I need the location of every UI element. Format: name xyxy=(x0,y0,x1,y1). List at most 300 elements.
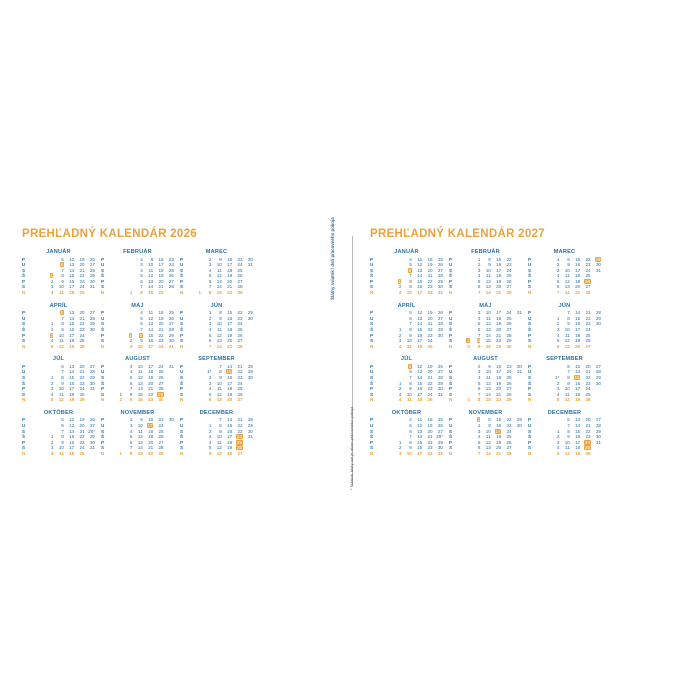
day-cell: 24 xyxy=(237,321,243,327)
day-cell: 12 xyxy=(69,417,75,423)
day-cell: 3 xyxy=(477,310,481,316)
day-cell: 6 xyxy=(409,428,412,434)
holiday-marker: 6 xyxy=(60,310,64,316)
day-cell: 23 xyxy=(427,445,433,451)
day-cell: 19 xyxy=(69,343,75,349)
day-cell: 25 xyxy=(237,386,243,392)
day-cell: 16 xyxy=(417,386,423,392)
day-cell: 20 xyxy=(496,326,502,332)
day-cell: 30 xyxy=(595,262,601,268)
day-cell: 2 xyxy=(398,386,402,392)
weekday-label: S xyxy=(528,391,532,397)
day-cell: 20 xyxy=(227,338,233,344)
day-cell: 2 xyxy=(119,397,123,403)
day-cell: 16 xyxy=(417,445,423,451)
day-cell: 27 xyxy=(506,326,512,332)
calendar-year-2026 xyxy=(22,228,332,464)
day-cell: 28 xyxy=(237,343,243,349)
day-cell: 6 xyxy=(208,278,212,284)
day-cell: 15 xyxy=(137,451,143,457)
day-cell: 2 xyxy=(50,380,54,386)
weekday-label: S xyxy=(101,391,105,397)
day-cell: 5 xyxy=(208,391,212,397)
weekday-label: S xyxy=(449,284,453,290)
day-cell: 14 xyxy=(485,290,491,296)
weekday-label: Š xyxy=(370,326,374,332)
day-cell: 7 xyxy=(477,332,481,338)
weekday-label: S xyxy=(101,445,105,451)
day-cell: 14 xyxy=(575,310,581,316)
weekday-label: Š xyxy=(22,273,26,279)
month-október xyxy=(370,410,443,457)
day-cell: 17 xyxy=(417,391,423,397)
day-cell: 21 xyxy=(427,321,433,327)
day-cell: 16 xyxy=(496,363,502,369)
day-cell: 29 xyxy=(247,310,253,316)
weekday-label: P xyxy=(180,310,184,316)
day-cell: 16 xyxy=(575,434,581,440)
weekday-label: S xyxy=(101,338,105,344)
month-name: SEPTEMBER xyxy=(198,356,235,363)
day-cell: 3 xyxy=(129,363,133,369)
day-cell: 6 xyxy=(208,397,212,403)
day-cell: 2 xyxy=(140,256,143,262)
day-cell xyxy=(433,344,443,350)
day-cell: 9 xyxy=(219,256,222,262)
weekday-label: Š xyxy=(449,326,453,332)
day-cell: 9 xyxy=(488,363,491,369)
day-cell: 23 xyxy=(585,434,591,440)
day-cell: 24 xyxy=(158,423,164,429)
day-cell: 16 xyxy=(417,332,423,338)
day-cell: 28 xyxy=(158,386,164,392)
day-cell: 22 xyxy=(496,397,502,403)
month-name: MÁJ xyxy=(131,302,144,309)
day-cell: 31 xyxy=(247,434,253,440)
day-cell: 10 xyxy=(216,321,222,327)
day-cell: 2 xyxy=(129,338,133,344)
day-cell: 24 xyxy=(506,369,512,375)
day-cell: 21 xyxy=(427,375,433,380)
day-cell: 6 xyxy=(556,284,560,290)
day-cell: 11 xyxy=(565,332,570,338)
day-cell: 6 xyxy=(61,363,64,369)
weekday-label: N xyxy=(370,290,374,296)
day-cell: 20 xyxy=(496,386,502,392)
weekday-label: P xyxy=(101,439,105,445)
week-row xyxy=(457,344,522,350)
week-row xyxy=(109,397,174,403)
day-cell: 4 xyxy=(208,386,212,392)
day-cell: 13 xyxy=(69,262,75,268)
day-cell: 8 xyxy=(61,434,64,440)
day-cell: 6 xyxy=(129,380,133,386)
day-cell: 19 xyxy=(69,397,75,403)
day-cell: 28* xyxy=(436,434,443,440)
day-cell: 31 xyxy=(516,369,522,375)
day-cell: 5 xyxy=(477,278,481,284)
day-cell: 20 xyxy=(79,363,85,369)
weekday-label: N xyxy=(22,451,26,457)
weekday-labels xyxy=(370,417,378,456)
day-cell: 11 xyxy=(217,439,222,445)
day-cell: 14 xyxy=(575,423,581,429)
day-cell: 19 xyxy=(496,439,502,445)
weekday-label: Š xyxy=(180,273,184,279)
day-cell xyxy=(512,344,522,350)
day-cell: 28 xyxy=(506,332,512,338)
day-cell: 13 xyxy=(485,445,491,451)
day-grid xyxy=(378,417,443,456)
weekday-label: S xyxy=(370,338,374,344)
day-cell: 7 xyxy=(477,451,481,457)
day-cell: 5 xyxy=(140,273,143,279)
day-cell: 18 xyxy=(69,391,75,397)
day-cell: 1 xyxy=(50,375,54,380)
weekday-label: P xyxy=(528,278,532,284)
month-február xyxy=(449,249,522,296)
holiday-marker: 25 xyxy=(236,439,243,445)
day-cell: 8 xyxy=(219,423,222,429)
day-cell: 2 xyxy=(398,332,402,338)
day-cell: 26 xyxy=(89,417,95,423)
day-cell: 4 xyxy=(409,417,412,423)
weekday-label: P xyxy=(449,417,453,423)
month-jún xyxy=(180,303,253,350)
day-cell: 8 xyxy=(219,310,222,316)
day-cell: 3 xyxy=(208,380,212,386)
weekday-label: N xyxy=(370,451,374,457)
day-cell: 21 xyxy=(496,391,502,397)
day-cell: 20 xyxy=(227,451,233,457)
day-cell: 8 xyxy=(61,375,64,380)
day-cell: 3 xyxy=(556,326,560,332)
day-cell: 22 xyxy=(585,315,591,321)
weekday-label: Š xyxy=(528,380,532,386)
day-cell: 7 xyxy=(567,369,570,375)
day-cell xyxy=(243,451,253,457)
day-cell: 4 xyxy=(556,391,560,397)
day-cell: 27 xyxy=(437,428,443,434)
day-cell xyxy=(243,290,253,296)
day-cell: 27 xyxy=(158,439,164,445)
quarter-row xyxy=(370,356,680,403)
day-cell: 19 xyxy=(79,417,85,423)
day-cell: 20 xyxy=(79,310,85,316)
day-cell: 22 xyxy=(427,278,433,284)
legend-holiday-note-small: * Sviatok, ktorý nie je dňom pracovného pokoja xyxy=(349,406,354,490)
weekday-label: N xyxy=(449,290,453,296)
day-cell: 10 xyxy=(137,423,143,429)
weekday-label: P xyxy=(449,310,453,316)
day-cell: 13 xyxy=(485,284,491,290)
day-cell: 17 xyxy=(69,332,75,338)
weekday-label: U xyxy=(449,262,453,268)
month-január xyxy=(22,249,95,296)
day-cell: 30 xyxy=(158,397,164,403)
day-cell: 20 xyxy=(585,363,591,369)
day-grid xyxy=(457,310,522,349)
day-cell: 23 xyxy=(168,256,174,262)
day-cell: 5 xyxy=(129,434,133,440)
day-cell: 17 xyxy=(417,290,423,296)
day-cell: 1* xyxy=(207,369,212,375)
day-cell: 23 xyxy=(79,278,85,284)
day-cell: 13 xyxy=(417,428,423,434)
day-cell: 14 xyxy=(485,332,491,338)
weekday-label: S xyxy=(528,267,532,273)
day-cell: 23 xyxy=(585,321,591,327)
day-cell: 27 xyxy=(237,451,243,457)
day-cell: 11 xyxy=(217,267,222,273)
day-cell: 24 xyxy=(506,428,512,434)
weekday-label: P xyxy=(180,363,184,369)
day-cell: 29 xyxy=(506,338,512,344)
weekday-label: S xyxy=(370,321,374,327)
day-cell: 18 xyxy=(158,310,164,316)
day-cell: 25 xyxy=(506,273,512,279)
day-cell: 15 xyxy=(69,273,75,279)
weekday-label: Š xyxy=(101,434,105,440)
day-cell: 7 xyxy=(477,391,481,397)
weekday-label: N xyxy=(180,397,184,403)
day-cell: 15 xyxy=(496,256,502,262)
weekday-label: S xyxy=(101,321,105,327)
week-row xyxy=(188,344,253,350)
day-cell: 29 xyxy=(247,369,253,375)
day-cell: 15 xyxy=(496,417,502,423)
day-cell: 14 xyxy=(69,315,75,321)
day-cell: 25 xyxy=(79,338,85,344)
day-cell: 6 xyxy=(556,343,560,349)
weekday-labels xyxy=(528,364,536,403)
weekday-label: P xyxy=(22,278,26,284)
day-cell: 24 xyxy=(158,363,164,369)
holiday-marker: 3 xyxy=(50,332,53,338)
day-grid xyxy=(30,417,95,456)
day-cell: 2 xyxy=(398,284,402,290)
day-cell: 6 xyxy=(208,451,212,457)
day-cell: 11 xyxy=(406,343,412,349)
weekday-label: U xyxy=(180,315,184,321)
day-cell: 25 xyxy=(427,397,433,403)
day-cell: 16 xyxy=(158,256,164,262)
weekday-label: N xyxy=(528,397,532,403)
weekday-label: U xyxy=(22,369,26,375)
day-cell: 18 xyxy=(496,273,502,279)
month-december xyxy=(528,410,601,457)
day-cell: 10 xyxy=(406,451,412,457)
day-cell xyxy=(591,290,601,296)
day-cell: 13 xyxy=(485,386,491,392)
weekday-label: S xyxy=(22,428,26,434)
day-cell: 9 xyxy=(567,321,570,327)
day-cell: 3 xyxy=(208,321,212,327)
month-september xyxy=(180,356,253,403)
weekday-label: Š xyxy=(101,273,105,279)
day-cell: 28 xyxy=(158,445,164,451)
weekday-label: P xyxy=(22,256,26,262)
day-cell: 21 xyxy=(227,284,233,290)
holiday-marker: 1 xyxy=(50,273,53,279)
day-cell: 4 xyxy=(556,332,560,338)
day-cell: 13 xyxy=(417,315,423,321)
day-cell: 18 xyxy=(69,290,75,296)
day-cell: 15 xyxy=(485,338,491,344)
day-grid xyxy=(109,310,174,349)
weekday-label: S xyxy=(180,338,184,344)
weekday-label: P xyxy=(101,363,105,369)
day-cell: 21 xyxy=(237,417,243,423)
day-cell: 29 xyxy=(89,375,95,380)
weekday-label: P xyxy=(180,256,184,262)
day-cell: 1* xyxy=(555,375,560,380)
day-cell: 9 xyxy=(219,315,222,321)
month-november xyxy=(101,410,174,457)
weekday-label: S xyxy=(528,445,532,451)
day-cell: 11 xyxy=(148,310,154,316)
weekday-label: P xyxy=(22,386,26,392)
weekday-label: N xyxy=(370,397,374,403)
weekday-label: S xyxy=(449,445,453,451)
day-cell: 15 xyxy=(417,278,423,284)
day-cell: 26 xyxy=(79,343,85,349)
weekday-label: P xyxy=(101,278,105,284)
day-cell: 26 xyxy=(437,423,443,429)
day-cell: 2 xyxy=(556,434,560,440)
day-cell: 23 xyxy=(79,439,85,445)
day-cell: 9 xyxy=(477,343,481,349)
day-cell: 25 xyxy=(158,428,164,434)
weekday-labels xyxy=(101,257,109,296)
weekday-label: U xyxy=(370,315,374,321)
weekday-label: S xyxy=(180,391,184,397)
legend-holiday-note: Štátny sviatok / deň pracovného pokoja xyxy=(330,217,335,300)
day-cell: 1 xyxy=(119,391,123,397)
day-cell: 27 xyxy=(437,267,443,273)
day-cell: 19 xyxy=(79,256,85,262)
day-cell: 25 xyxy=(427,343,433,349)
day-cell: 18 xyxy=(69,338,75,344)
day-cell: 21 xyxy=(496,332,502,338)
months-container-2026 xyxy=(22,249,332,457)
day-cell: 28 xyxy=(595,369,601,375)
weekday-label: S xyxy=(370,445,374,451)
day-cell: 12 xyxy=(216,445,222,451)
weekday-label: S xyxy=(449,428,453,434)
day-cell: 18 xyxy=(227,386,233,392)
day-cell: 23 xyxy=(237,256,243,262)
month-name: AUGUST xyxy=(125,356,150,363)
day-cell: 17 xyxy=(575,439,581,445)
day-cell: 2 xyxy=(556,380,560,386)
day-cell: 10 xyxy=(406,391,412,397)
weekday-label: U xyxy=(449,423,453,429)
day-cell: 24 xyxy=(237,262,243,268)
day-cell: 16 xyxy=(148,338,154,344)
day-cell: 25 xyxy=(585,273,591,279)
day-cell: 18 xyxy=(227,267,233,273)
day-cell: 25 xyxy=(79,451,85,457)
day-cell: 26 xyxy=(158,434,164,440)
holiday-marker: 15 xyxy=(226,369,232,375)
day-cell: 12 xyxy=(137,434,143,440)
quarter-row xyxy=(22,249,332,296)
day-cell: 26 xyxy=(158,375,164,380)
month-máj xyxy=(449,303,522,350)
weekday-label: S xyxy=(449,267,453,273)
weekday-label: P xyxy=(449,332,453,338)
day-cell: 4 xyxy=(477,273,481,279)
day-cell: 26 xyxy=(237,332,243,338)
day-cell: 2 xyxy=(50,439,54,445)
day-cell: 22 xyxy=(427,326,433,332)
day-cell: 30 xyxy=(595,380,601,386)
day-cell: 19 xyxy=(227,273,233,279)
day-cell: 9 xyxy=(488,262,491,268)
day-cell: 7 xyxy=(129,445,133,451)
day-cell: 10 xyxy=(58,284,64,290)
day-cell: 1 xyxy=(198,290,202,296)
day-cell: 3 xyxy=(50,386,54,392)
day-cell: 9 xyxy=(567,380,570,386)
day-cell: 18 xyxy=(575,391,581,397)
weekday-label: N xyxy=(528,343,532,349)
day-cell: 25 xyxy=(79,391,85,397)
day-cell: 9 xyxy=(150,256,154,262)
day-cell: 13 xyxy=(575,363,581,369)
day-cell: 24 xyxy=(168,262,174,268)
day-cell: 25 xyxy=(437,256,443,262)
day-cell: 29 xyxy=(168,332,174,338)
holiday-marker: 8 xyxy=(477,338,480,344)
weekday-label: P xyxy=(180,332,184,338)
weekday-label: N xyxy=(528,451,532,457)
day-cell: 7 xyxy=(208,284,212,290)
day-cell: 9 xyxy=(219,375,222,380)
day-cell: 4 xyxy=(129,369,133,375)
day-cell: 6 xyxy=(409,315,412,321)
day-cell: 1 xyxy=(208,310,212,316)
weekday-label: Š xyxy=(22,326,26,332)
day-cell: 26 xyxy=(437,363,443,369)
day-cell: 12 xyxy=(58,397,64,403)
day-cell: 4 xyxy=(409,256,412,262)
day-cell: 4 xyxy=(140,267,143,273)
day-cell: 31 xyxy=(89,386,95,392)
day-cell: 11 xyxy=(486,273,491,279)
day-cell: 21 xyxy=(575,290,581,296)
day-cell: 16 xyxy=(496,262,502,268)
week-row xyxy=(457,397,522,403)
day-cell: 11 xyxy=(138,369,143,375)
day-cell: 27 xyxy=(89,363,95,369)
day-cell: 3 xyxy=(140,262,143,268)
day-cell: 11 xyxy=(565,445,570,451)
day-cell: 23 xyxy=(427,332,433,338)
weekday-label: P xyxy=(370,386,374,392)
day-cell: 7 xyxy=(140,284,143,290)
day-cell: 29 xyxy=(595,375,601,380)
month-name: NOVEMBER xyxy=(120,409,155,416)
weekday-label: S xyxy=(370,267,374,273)
weekday-label: S xyxy=(528,428,532,434)
day-cell: 30 xyxy=(89,439,95,445)
day-cell: 7 xyxy=(61,267,64,273)
day-cell: 19 xyxy=(575,278,581,284)
day-cell: 18 xyxy=(575,445,581,451)
weekday-label: U xyxy=(449,369,453,375)
